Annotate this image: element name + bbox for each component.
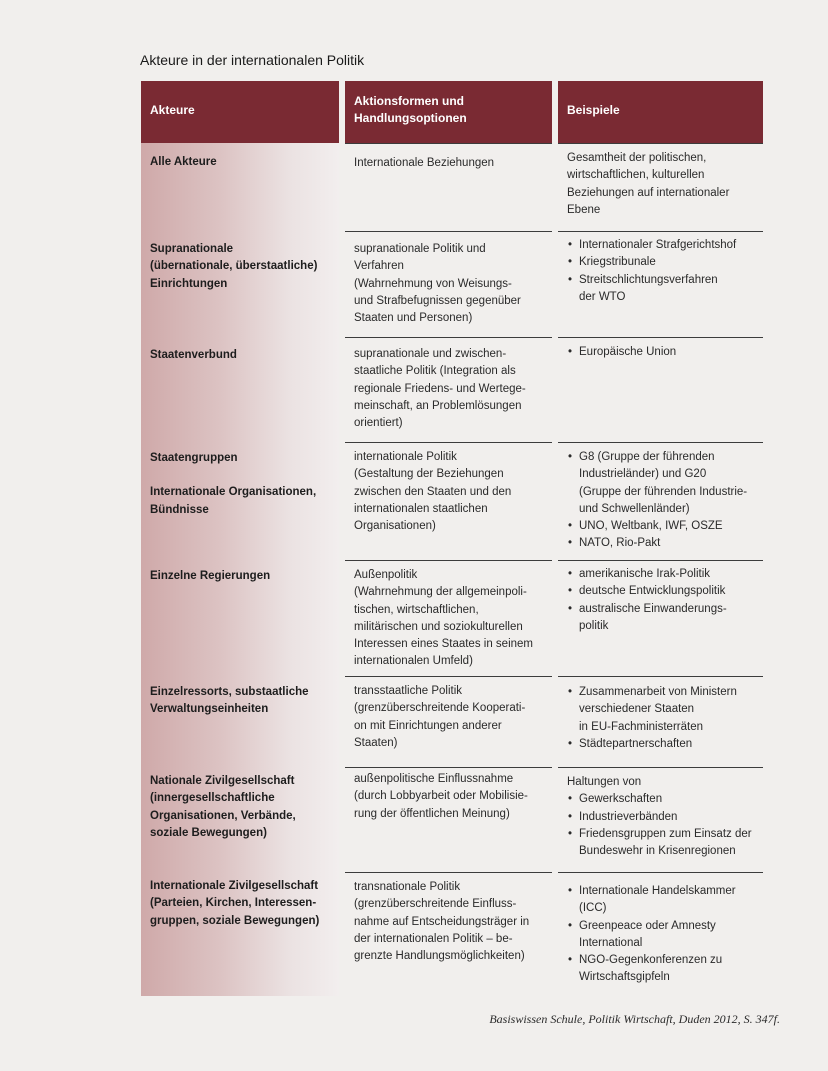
table-row — [141, 442, 763, 560]
examples-cell — [558, 442, 763, 560]
list-item: • Industrieverbänden — [567, 809, 754, 826]
table-row — [141, 231, 763, 337]
actors-table — [141, 81, 763, 996]
table-row — [141, 337, 763, 442]
examples-list — [567, 344, 754, 361]
list-item: • Europäische Union — [567, 344, 754, 361]
list-item: • amerikanische Irak-Politik — [567, 566, 754, 583]
list-item: • Internationaler Strafgerichtshof — [567, 237, 754, 254]
table-row — [141, 872, 763, 996]
examples-list — [567, 883, 754, 987]
actions-cell: transnationale Politik (grenzüberschreitende Einfluss- nahme auf Entscheidungsträger in der internationalen Politik – be- grenzte Handlungsmöglichkeiten) — [345, 872, 552, 996]
page-title: Akteure in der internationalen Politik — [140, 52, 365, 68]
examples-list — [567, 449, 754, 553]
list-item: • Städtepartnerschaften — [567, 736, 754, 753]
header-actors: Akteure — [141, 81, 339, 143]
examples-cell: Gesamtheit der politischen, wirtschaftlichen, kulturellen Beziehungen auf internationaler Ebene — [558, 143, 763, 231]
examples-cell — [558, 231, 763, 337]
header-actions-line: Handlungsoptionen — [354, 111, 467, 125]
actions-cell: außenpolitische Einflussnahme (durch Lobbyarbeit oder Mobilisie- rung der öffentlichen Meinung) — [345, 767, 552, 872]
list-item: • Gewerkschaften — [567, 791, 754, 808]
examples-cell — [558, 872, 763, 996]
actions-cell: supranationale und zwischen- staatliche Politik (Integration als regionale Friedens- und Wertege- meinschaft, an Problemlösungen orientiert) — [345, 337, 552, 442]
list-item: • NATO, Rio-Pakt — [567, 535, 754, 552]
actions-cell: supranationale Politik und Verfahren (Wahrnehmung von Weisungs- und Strafbefugnissen gegenüber Staaten und Personen) — [345, 231, 552, 337]
list-item: • Greenpeace oder Amnesty International — [567, 918, 754, 953]
examples-cell — [558, 560, 763, 676]
list-item: • G8 (Gruppe der führenden Industrieländer) und G20 (Gruppe der führenden Industrie- und Schwellenländer) — [567, 449, 754, 518]
actor-cell: Supranationale (übernationale, überstaatliche) Einrichtungen — [141, 231, 339, 337]
actions-cell: Außenpolitik (Wahrnehmung der allgemeinpoli- tischen, wirtschaftlichen, militärischen und soziokulturellen Interessen eines Staates in seinem internationalen Umfeld) — [345, 560, 552, 676]
list-item: • NGO-Gegenkonferenzen zu Wirtschaftsgipfeln — [567, 952, 754, 987]
actor-cell: Einzelne Regierungen — [141, 560, 339, 676]
list-item: • Friedensgruppen zum Einsatz der Bundeswehr in Krisenregionen — [567, 826, 754, 861]
actor-cell: Einzelressorts, substaatliche Verwaltungseinheiten — [141, 676, 339, 767]
examples-cell: Haltungen von • Gewerkschaften • Industrieverbänden • Friedensgruppen zum Einsatz der Bundeswehr in Krisenregionen — [558, 767, 763, 872]
list-item: • Internationale Handelskammer (ICC) — [567, 883, 754, 918]
header-actions — [345, 81, 552, 143]
list-item: • Streitschlichtungsverfahren der WTO — [567, 272, 754, 307]
examples-list — [567, 566, 754, 635]
list-item: • australische Einwanderungs- politik — [567, 601, 754, 636]
actor-cell: Alle Akteure — [141, 143, 339, 231]
list-item: • Kriegstribunale — [567, 254, 754, 271]
table-row — [141, 767, 763, 872]
actions-cell: Internationale Beziehungen — [345, 143, 552, 231]
actor-cell: Staatenverbund — [141, 337, 339, 442]
table-header — [141, 81, 763, 143]
actions-cell: transstaatliche Politik (grenzüberschreitende Kooperati- on mit Einrichtungen anderer Staaten) — [345, 676, 552, 767]
table-row — [141, 676, 763, 767]
actions-cell: internationale Politik (Gestaltung der Beziehungen zwischen den Staaten und den internationalen staatlichen Organisationen) — [345, 442, 552, 560]
actor-cell: Internationale Zivilgesellschaft (Parteien, Kirchen, Interessen- gruppen, soziale Bewegungen) — [141, 872, 339, 996]
examples-list — [567, 684, 754, 753]
header-actions-line: Aktionsformen und — [354, 94, 464, 108]
actor-cell: Nationale Zivilgesellschaft (innergesellschaftliche Organisationen, Verbände, soziale Bewegungen) — [141, 767, 339, 872]
source-citation: Basiswissen Schule, Politik Wirtschaft, Duden 2012, S. 347f. — [489, 1012, 780, 1026]
list-item: • deutsche Entwicklungspolitik — [567, 583, 754, 600]
actor-cell: Staatengruppen Internationale Organisationen, Bündnisse — [141, 442, 339, 560]
examples-cell — [558, 676, 763, 767]
list-item: • Zusammenarbeit von Ministern verschiedener Staaten in EU-Fachministerräten — [567, 684, 754, 736]
header-examples: Beispiele — [558, 81, 763, 143]
examples-cell — [558, 337, 763, 442]
table-row — [141, 143, 763, 231]
table-row — [141, 560, 763, 676]
examples-list — [567, 791, 754, 860]
list-item: • UNO, Weltbank, IWF, OSZE — [567, 518, 754, 535]
examples-list — [567, 237, 754, 306]
